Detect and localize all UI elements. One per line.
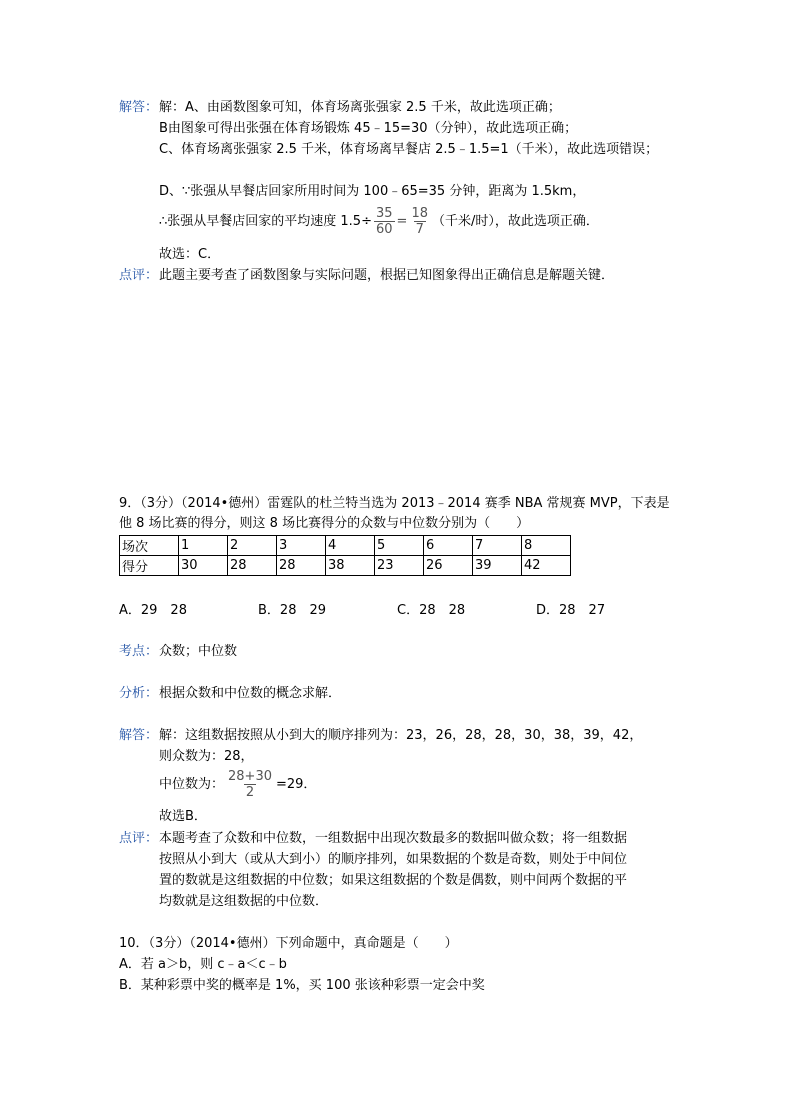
answer-line-fraction — [159, 206, 599, 237]
table-cell: 2 — [228, 536, 277, 556]
fraction-numerator: 18 — [411, 206, 428, 221]
table-cell: 5 — [375, 536, 424, 556]
option-d: D．28 27 — [536, 603, 606, 618]
answer-label: 解答： — [119, 100, 159, 115]
option-a: A．若 a＞b，则 c﹣a＜c﹣b — [119, 957, 287, 972]
answer-choice: 故选B． — [159, 809, 207, 824]
table-cell: 1 — [179, 536, 228, 556]
table-cell: 7 — [473, 536, 522, 556]
answer-text: =29． — [276, 777, 317, 792]
table-cell: 4 — [326, 536, 375, 556]
table-cell: 28 — [277, 556, 326, 576]
comment-text: 均数就是这组数据的中位数． — [159, 894, 329, 909]
question-stem: 9．（3分）（2014•德州）雷霆队的杜兰特当选为 2013﹣2014 赛季 NBA 常规赛 MVP，下表是 — [119, 496, 670, 511]
answer-line-fraction — [159, 769, 316, 800]
option-b: B．某种彩票中奖的概率是 1%，买 100 张该种彩票一定会中奖 — [119, 978, 485, 993]
table-cell: 42 — [522, 556, 571, 576]
table-cell: 得分 — [120, 556, 179, 576]
comment-label: 点评： — [119, 831, 159, 846]
answer-text: 中位数为： — [159, 777, 225, 792]
table-cell: 3 — [277, 536, 326, 556]
table-row — [120, 536, 571, 556]
table-row — [120, 556, 571, 576]
analysis-text: 根据众数和中位数的概念求解． — [159, 686, 342, 701]
answer-line: 解：这组数据按照从小到大的顺序排列为：23，26，28，28，30，38，39，42， — [159, 728, 643, 743]
question-stem: 他 8 场比赛的得分，则这 8 场比赛得分的众数与中位数分别为（ ） — [119, 516, 530, 531]
table-cell: 38 — [326, 556, 375, 576]
fraction-denominator: 2 — [245, 785, 255, 800]
comment-text: 此题主要考查了函数图象与实际问题，根据已知图象得出正确信息是解题关键． — [159, 268, 615, 283]
option-b: B．28 29 — [258, 603, 327, 618]
table-cell: 26 — [424, 556, 473, 576]
table-cell: 6 — [424, 536, 473, 556]
option-a: A．29 28 — [119, 603, 187, 618]
answer-line: 解：A、由函数图象可知，体育场离张强家 2.5 千米，故此选项正确； — [159, 100, 561, 115]
fraction-denominator: 60 — [375, 222, 393, 237]
comment-text: 按照从小到大（或从大到小）的顺序排列，如果数据的个数是奇数，则处于中间位 — [159, 852, 628, 867]
answer-line: 则众数为：28， — [159, 749, 254, 764]
fraction-numerator: 28+30 — [228, 769, 272, 784]
fraction-numerator: 35 — [375, 206, 393, 221]
table-cell: 场次 — [120, 536, 179, 556]
analysis-label: 分析： — [119, 686, 159, 701]
table-cell: 39 — [473, 556, 522, 576]
kaodian-label: 考点： — [119, 644, 159, 659]
comment-text: 本题考查了众数和中位数，一组数据中出现次数最多的数据叫做众数；将一组数据 — [159, 831, 628, 846]
option-c: C．28 28 — [397, 603, 466, 618]
answer-text: ∴张强从早餐店回家的平均速度 1.5÷ — [159, 214, 372, 229]
fraction — [409, 206, 430, 237]
table-cell: 28 — [228, 556, 277, 576]
answer-line: B由图象可得出张强在体育场锻炼 45﹣15=30（分钟），故此选项正确； — [159, 121, 578, 136]
table-cell: 30 — [179, 556, 228, 576]
comment-label: 点评： — [119, 268, 159, 283]
fraction — [374, 206, 395, 237]
answer-line: C、体育场离张强家 2.5 千米，体育场离早餐店 2.5﹣1.5=1（千米），故此选项错误； — [159, 142, 659, 157]
answer-choice: 故选：C． — [159, 247, 221, 262]
table-cell: 23 — [375, 556, 424, 576]
question-stem: 10．（3分）（2014•德州）下列命题中，真命题是（ ） — [119, 936, 458, 951]
kaodian-text: 众数；中位数 — [159, 644, 238, 659]
score-table — [119, 535, 571, 576]
answer-line: D、∵张强从早餐店回家所用时间为 100﹣65=35 分钟，距离为 1.5km， — [159, 184, 586, 199]
fraction — [226, 769, 274, 800]
fraction-denominator: 7 — [415, 222, 424, 237]
equals-sign: = — [396, 214, 408, 229]
comment-text: 置的数就是这组数据的中位数；如果这组数据的个数是偶数，则中间两个数据的平 — [159, 873, 628, 888]
answer-text: （千米/时），故此选项正确． — [431, 214, 599, 229]
answer-label: 解答： — [119, 728, 159, 743]
table-cell: 8 — [522, 536, 571, 556]
